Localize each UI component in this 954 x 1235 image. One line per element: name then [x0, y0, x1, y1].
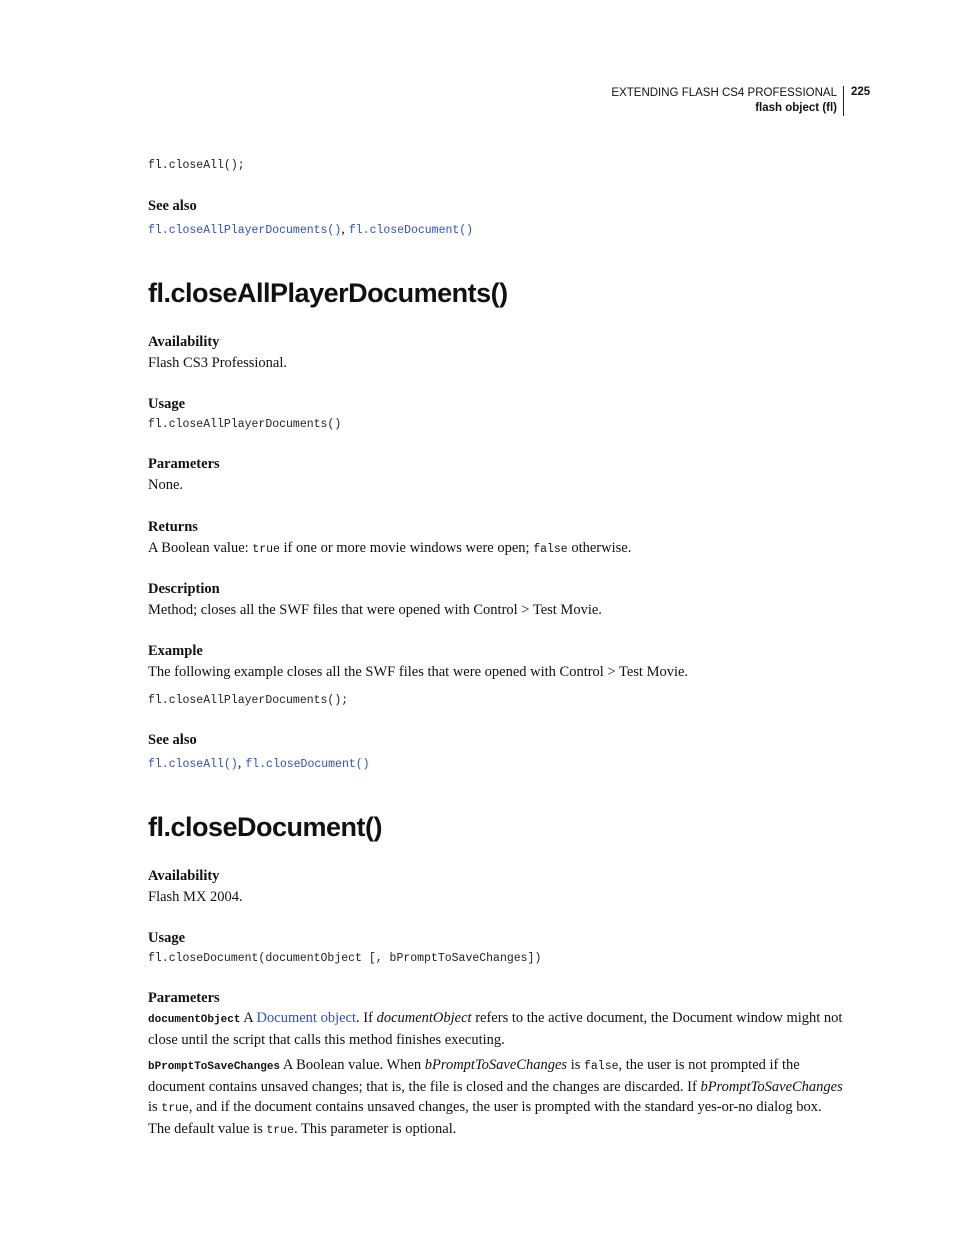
code-true: true — [161, 1102, 189, 1115]
code-false: false — [583, 1060, 619, 1073]
availability-text: Flash CS3 Professional. — [148, 355, 287, 371]
param-text: is — [567, 1057, 584, 1073]
link-closedocument[interactable]: fl.closeDocument() — [245, 758, 370, 771]
link-document-object[interactable]: Document object — [256, 1010, 357, 1026]
usage-code: fl.closeAllPlayerDocuments() — [148, 418, 342, 431]
see-also-links — [148, 754, 370, 772]
returns-text — [148, 540, 631, 557]
availability-heading: Availability — [148, 868, 220, 884]
link-closeall[interactable]: fl.closeAll() — [148, 758, 238, 771]
param-text: , the user is not prompted if the document contains unsaved changes; that is, the file is closed and the changes are discarded. If — [148, 1057, 800, 1095]
usage-code: fl.closeDocument(documentObject [, bPromptToSaveChanges]) — [148, 952, 542, 965]
returns-heading: Returns — [148, 519, 198, 535]
param-bprompttosavechanges — [148, 1055, 843, 1141]
section-title-closeallplayerdocuments: fl.closeAllPlayerDocuments() — [148, 278, 508, 308]
code-false: false — [533, 543, 568, 556]
param-text: A — [240, 1010, 257, 1026]
usage-heading: Usage — [148, 930, 186, 946]
running-header — [611, 86, 844, 116]
parameters-heading: Parameters — [148, 456, 220, 472]
separator: , — [341, 221, 345, 237]
code-sample-closeall: fl.closeAll(); — [148, 159, 245, 172]
code-true: true — [266, 1124, 294, 1137]
param-text: , and if the document contains unsaved changes, the user is prompted with the standard yes-or-no dialog box. The default value is — [148, 1099, 822, 1137]
section-title-closedocument: fl.closeDocument() — [148, 812, 383, 842]
param-italic: bPromptToSaveChanges — [700, 1079, 843, 1095]
link-closeallplayerdocuments[interactable]: fl.closeAllPlayerDocuments() — [148, 224, 342, 237]
returns-middle: if one or more movie windows were open; — [279, 540, 534, 556]
separator: , — [237, 755, 242, 771]
example-text: The following example closes all the SWF files that were opened with Control > Test Movie. — [148, 664, 689, 680]
link-closedocument[interactable]: fl.closeDocument() — [348, 224, 474, 237]
param-text: is — [148, 1099, 162, 1115]
param-text: A Boolean value. When — [280, 1057, 425, 1073]
header-title: EXTENDING FLASH CS4 PROFESSIONAL — [611, 87, 837, 99]
param-text: . If — [356, 1010, 377, 1026]
parameters-text: None. — [148, 477, 184, 493]
returns-suffix: otherwise. — [567, 540, 632, 556]
see-also-heading: See also — [148, 732, 197, 748]
availability-text: Flash MX 2004. — [148, 889, 243, 905]
see-also-heading: See also — [148, 198, 197, 214]
description-text: Method; closes all the SWF files that were opened with Control > Test Movie. — [148, 602, 602, 618]
param-name: bPromptToSaveChanges — [148, 1061, 281, 1073]
header-subtitle: flash object (fl) — [755, 102, 837, 114]
page-number: 225 — [851, 86, 871, 98]
description-heading: Description — [148, 581, 220, 597]
usage-heading: Usage — [148, 396, 186, 412]
param-name: documentObject — [148, 1014, 241, 1026]
availability-heading: Availability — [148, 334, 220, 350]
example-code: fl.closeAllPlayerDocuments(); — [148, 694, 349, 707]
code-true: true — [252, 543, 280, 556]
param-documentobject — [148, 1008, 843, 1050]
param-text: refers to the active document, the Document window might not close until the script that calls this method finishes executing. — [148, 1010, 843, 1048]
param-italic: documentObject — [376, 1010, 472, 1026]
param-italic: bPromptToSaveChanges — [424, 1057, 568, 1073]
returns-prefix: A Boolean value: — [148, 540, 253, 556]
parameters-heading: Parameters — [148, 990, 220, 1006]
example-heading: Example — [148, 643, 203, 659]
see-also-links — [148, 220, 473, 238]
param-text: . This parameter is optional. — [293, 1121, 457, 1137]
